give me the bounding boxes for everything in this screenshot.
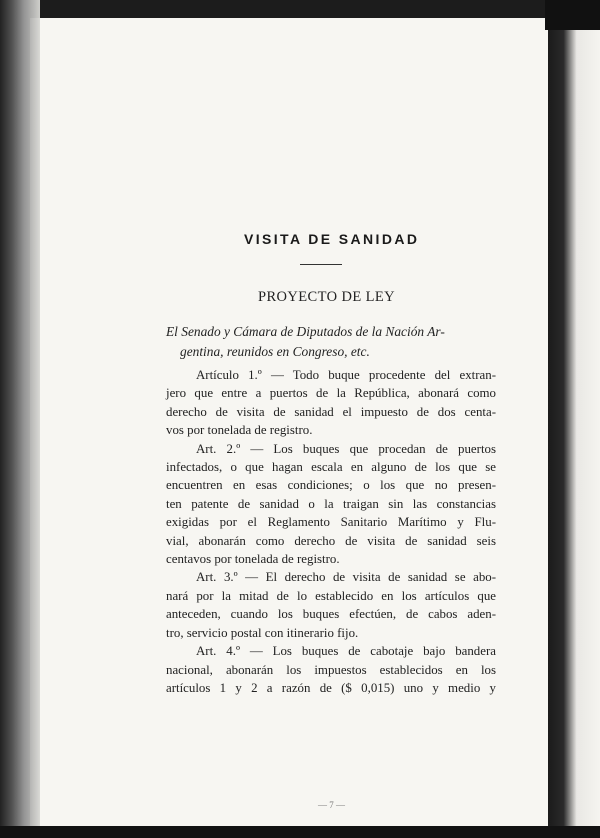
article-line: anteceden, cuando los buques efectúen, de cabos aden- bbox=[166, 607, 496, 622]
article-line: tro, servicio postal con itinerario fijo. bbox=[166, 625, 359, 640]
article-line: ten patente de sanidad o la traigan sin las constancias bbox=[166, 496, 496, 511]
article-line: artículos 1 y 2 a razón de ($ 0,015) uno y medio y bbox=[166, 680, 496, 695]
article-4 bbox=[166, 642, 496, 697]
article-line: Art. 3.º — El derecho de visita de sanidad se abo- bbox=[196, 570, 496, 585]
article-1 bbox=[166, 366, 496, 440]
article-line: centavos por tonelada de registro. bbox=[166, 552, 340, 567]
document-title: VISITA DE SANIDAD bbox=[244, 231, 420, 247]
article-line: Art. 4.º — Los buques de cabotaje bajo bandera bbox=[196, 644, 496, 659]
article-line: infectados, o que hagan escala en alguno de los que se bbox=[166, 460, 496, 475]
article-line: nará por la mitad de lo establecido en los artículos que bbox=[166, 588, 496, 603]
article-2 bbox=[166, 440, 496, 569]
preamble-line: El Senado y Cámara de Diputados de la Nación Ar- bbox=[166, 324, 445, 339]
article-line: Artículo 1.º — Todo buque procedente del extran- bbox=[196, 368, 496, 382]
article-line: encuentren en esas condiciones; o los que no presen- bbox=[166, 478, 496, 493]
article-3 bbox=[166, 568, 496, 642]
title-divider bbox=[300, 264, 342, 265]
articles-body bbox=[166, 366, 496, 697]
page-number-mark: — 7 — bbox=[318, 800, 345, 810]
article-line: exigidas por el Reglamento Sanitario Marítimo y Flu- bbox=[166, 515, 496, 530]
article-line: nacional, abonarán los impuestos establecidos en los bbox=[166, 662, 496, 677]
article-line: vos por tonelada de registro. bbox=[166, 423, 313, 438]
article-line: derecho de visita de sanidad el impuesto de dos centa- bbox=[166, 404, 496, 419]
article-line: Art. 2.º — Los buques que procedan de puertos bbox=[196, 441, 496, 456]
preamble-line: gentina, reunidos en Congreso, etc. bbox=[180, 343, 370, 359]
article-line: vial, abonarán como derecho de visita de sanidad seis bbox=[166, 533, 496, 548]
preamble bbox=[166, 322, 506, 361]
document-subtitle: PROYECTO DE LEY bbox=[258, 289, 396, 305]
article-line: jero que entre a puertos de la República, abonará como bbox=[166, 386, 496, 401]
